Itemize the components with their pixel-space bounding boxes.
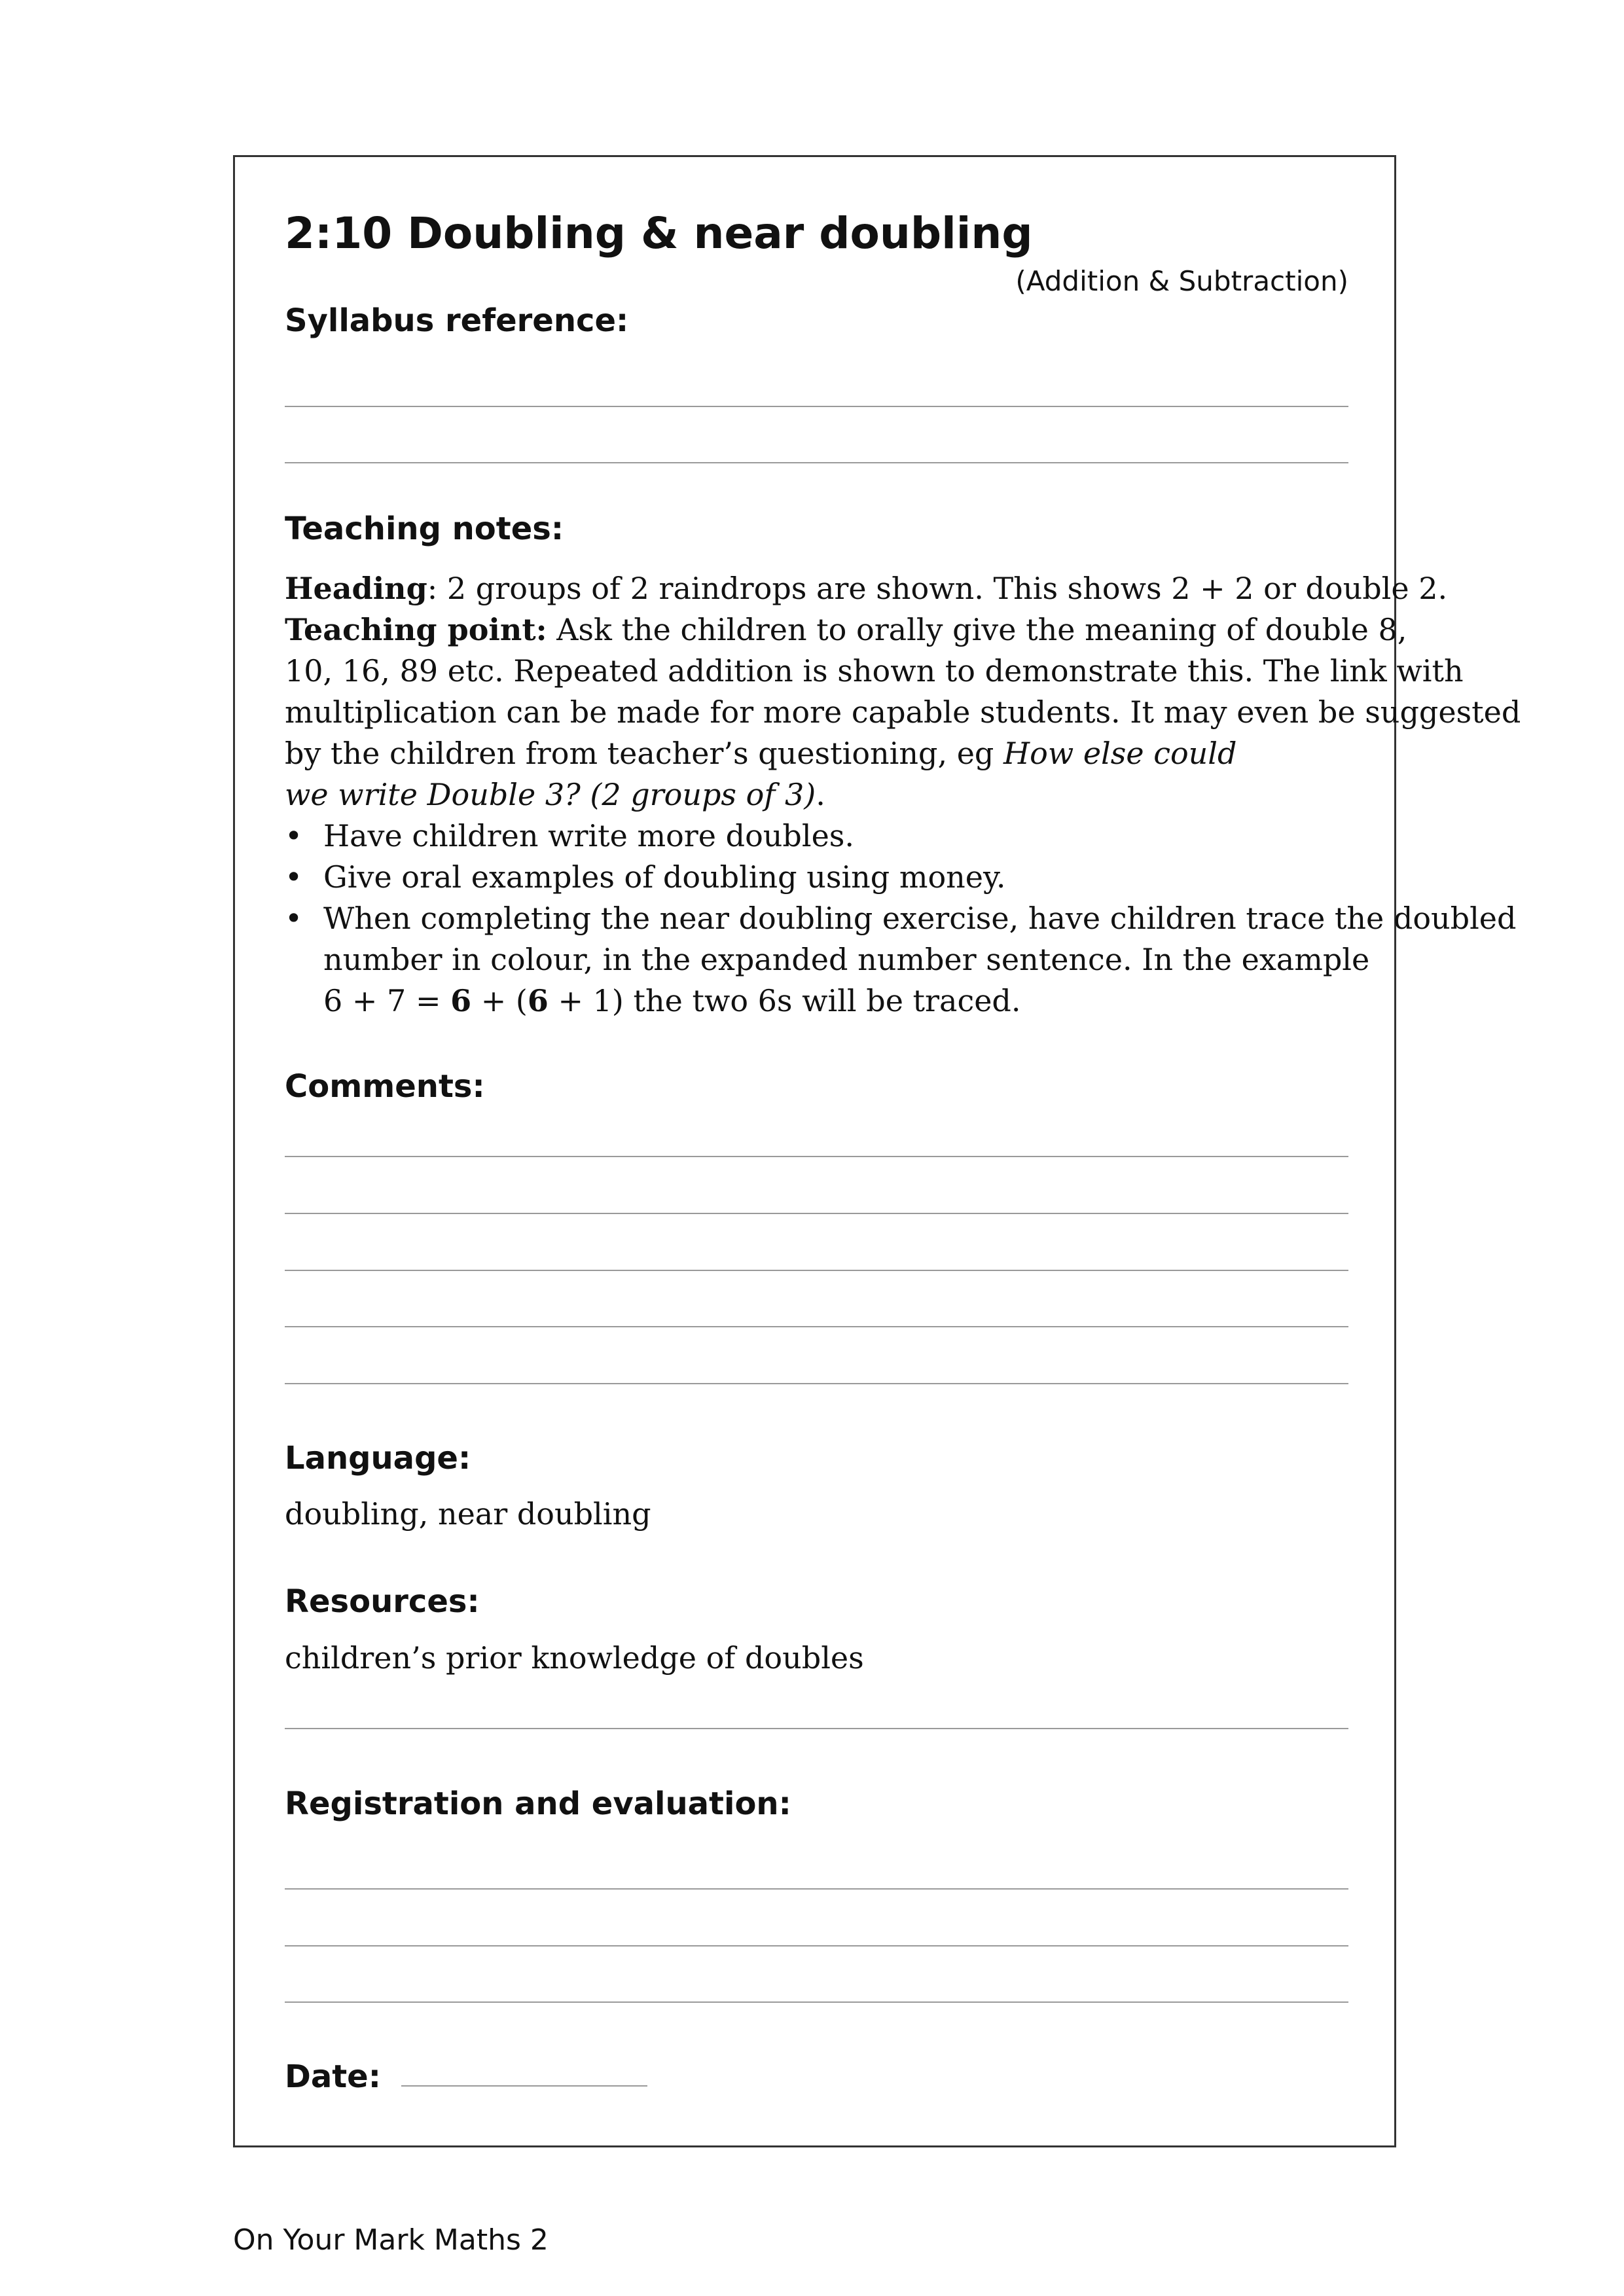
heading-note-label: Heading <box>285 571 427 606</box>
syllabus-line-2[interactable] <box>285 462 1348 463</box>
category-label: (Addition & Subtraction) <box>1015 265 1348 297</box>
language-text: doubling, near doubling <box>285 1496 651 1532</box>
teaching-point-line-3: multiplication can be made for more capable students. It may even be suggested <box>285 694 1521 730</box>
date-field-line[interactable] <box>401 2085 647 2087</box>
comments-line-5[interactable] <box>285 1383 1348 1384</box>
resources-line[interactable] <box>285 1728 1348 1729</box>
syllabus-heading: Syllabus reference: <box>285 302 629 339</box>
teaching-point-line-4: by the children from teacher’s questioning, eg How else could <box>285 736 1237 771</box>
comments-line-3[interactable] <box>285 1270 1348 1271</box>
registration-line-1[interactable] <box>285 1888 1348 1890</box>
bullet-item: • Give oral examples of doubling using money. <box>285 857 1358 898</box>
footer-text: On Your Mark Maths 2 <box>233 2223 549 2257</box>
page-title: 2:10 Doubling & near doubling <box>285 208 1033 259</box>
teaching-bullets <box>285 816 1517 1022</box>
comments-heading: Comments: <box>285 1068 485 1105</box>
bullet-item: • When completing the near doubling exercise, have children trace the doubled number in colour, in the expanded number sentence. In the example 6 + 7 = 6 + (6 + 1) the two 6s will be traced. <box>285 898 1358 1022</box>
registration-heading: Registration and evaluation: <box>285 1785 791 1822</box>
registration-line-3[interactable] <box>285 2001 1348 2003</box>
teaching-notes-heading: Teaching notes: <box>285 511 564 547</box>
syllabus-line-1[interactable] <box>285 406 1348 407</box>
bullet-item: • Have children write more doubles. <box>285 816 1358 857</box>
registration-line-2[interactable] <box>285 1945 1348 1946</box>
bullet-dot-icon: • <box>285 818 303 853</box>
comments-line-1[interactable] <box>285 1156 1348 1157</box>
teaching-point-line-2: 10, 16, 89 etc. Repeated addition is shown to demonstrate this. The link with <box>285 653 1464 689</box>
teaching-point-label: Teaching point: <box>285 612 547 647</box>
comments-line-4[interactable] <box>285 1326 1348 1327</box>
comments-line-2[interactable] <box>285 1213 1348 1214</box>
date-label: Date: <box>285 2058 381 2095</box>
resources-text: children’s prior knowledge of doubles <box>285 1640 864 1676</box>
heading-note: Heading: 2 groups of 2 raindrops are shown. This shows 2 + 2 or double 2. <box>285 571 1448 606</box>
bullet-dot-icon: • <box>285 901 303 936</box>
language-heading: Language: <box>285 1440 471 1477</box>
bullet-dot-icon: • <box>285 859 303 895</box>
teaching-point: Teaching point: Ask the children to orally give the meaning of double 8, <box>285 612 1407 647</box>
teaching-point-line-5: we write Double 3? (2 groups of 3). <box>285 777 825 812</box>
teaching-notes-body <box>285 568 1521 1022</box>
page-frame <box>233 155 1521 2147</box>
resources-heading: Resources: <box>285 1583 480 1620</box>
